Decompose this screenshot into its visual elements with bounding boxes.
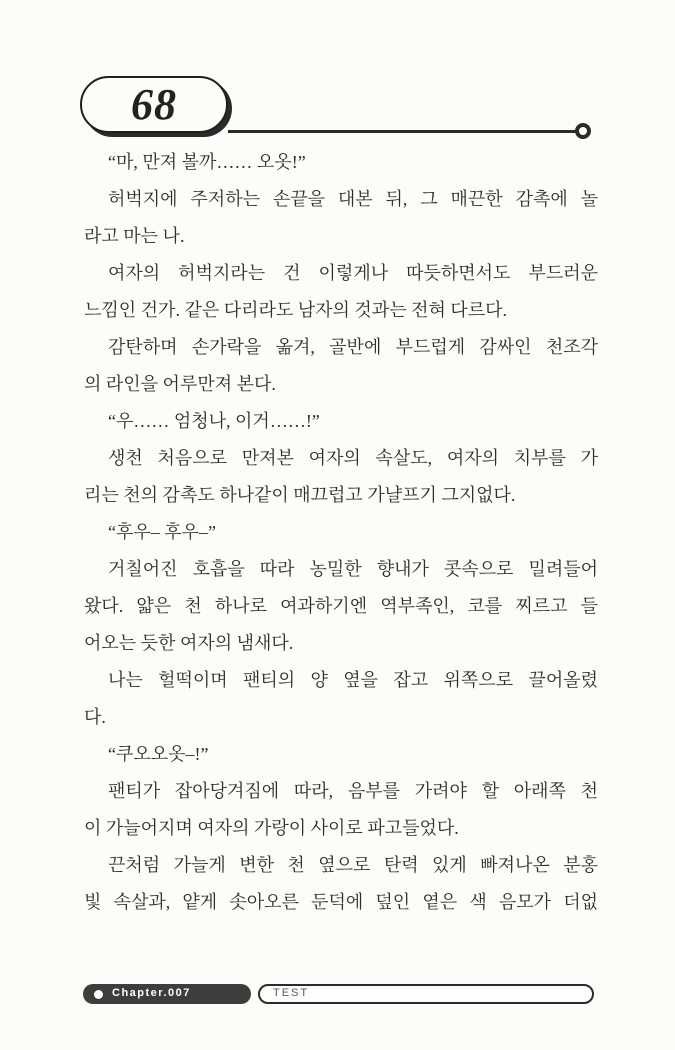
text-line: 빛 속살과, 얕게 솟아오른 둔덕에 덮인 옅은 색 음모가 더없	[84, 892, 598, 912]
text-block	[84, 144, 598, 921]
text-line: 나는 헐떡이며 팬티의 양 옆을 잡고 위쪽으로 끌어올렸	[108, 670, 598, 690]
text-line: “후우– 후우–”	[108, 522, 217, 542]
ring-dot-icon	[575, 123, 591, 139]
text-line: 거칠어진 호흡을 따라 농밀한 향내가 콧속으로 밀려들어	[108, 559, 598, 579]
page-number: 68	[131, 80, 177, 129]
text-line: 여자의 허벅지라는 건 이렇게나 따듯하면서도 부드러운	[108, 263, 598, 283]
page-number-badge	[80, 76, 228, 133]
text-line: 팬티가 잡아당겨짐에 따라, 음부를 가려야 할 아래쪽 천	[108, 781, 598, 801]
text-line: “쿠오오옷–!”	[108, 744, 209, 764]
chapter-badge	[83, 984, 251, 1004]
text-line: 느낌인 건가. 같은 다리라도 남자의 것과는 전혀 다르다.	[84, 300, 508, 320]
text-line: 생천 처음으로 만져본 여자의 속살도, 여자의 치부를 가	[108, 448, 598, 468]
text-line: 끈처럼 가늘게 변한 천 옆으로 탄력 있게 빠져나온 분홍	[108, 855, 598, 875]
section-label: TEST	[273, 987, 310, 999]
chapter-label: Chapter.007	[112, 987, 191, 999]
text-line: “우…… 엄청나, 이거……!”	[108, 411, 320, 431]
text-line: 라고 마는 나.	[84, 226, 185, 246]
section-badge	[258, 984, 594, 1004]
text-line: 감탄하며 손가락을 옮겨, 골반에 부드럽게 감싸인 천조각	[108, 337, 598, 357]
text-line: “마, 만져 볼까…… 오옷!”	[108, 152, 306, 172]
text-line: 다.	[84, 707, 106, 727]
text-line: 리는 천의 감촉도 하나같이 매끄럽고 가냘프기 그지없다.	[84, 485, 516, 505]
text-line: 이 가늘어지며 여자의 가랑이 사이로 파고들었다.	[84, 818, 459, 838]
bullet-dot-icon	[94, 990, 103, 999]
text-line: 의 라인을 어루만져 본다.	[84, 374, 276, 394]
header-rule	[228, 130, 578, 133]
text-line: 왔다. 얇은 천 하나로 여과하기엔 역부족인, 코를 찌르고 들	[84, 596, 598, 616]
text-line: 어오는 듯한 여자의 냄새다.	[84, 633, 294, 653]
text-line: 허벅지에 주저하는 손끝을 대본 뒤, 그 매끈한 감촉에 놀	[108, 189, 598, 209]
